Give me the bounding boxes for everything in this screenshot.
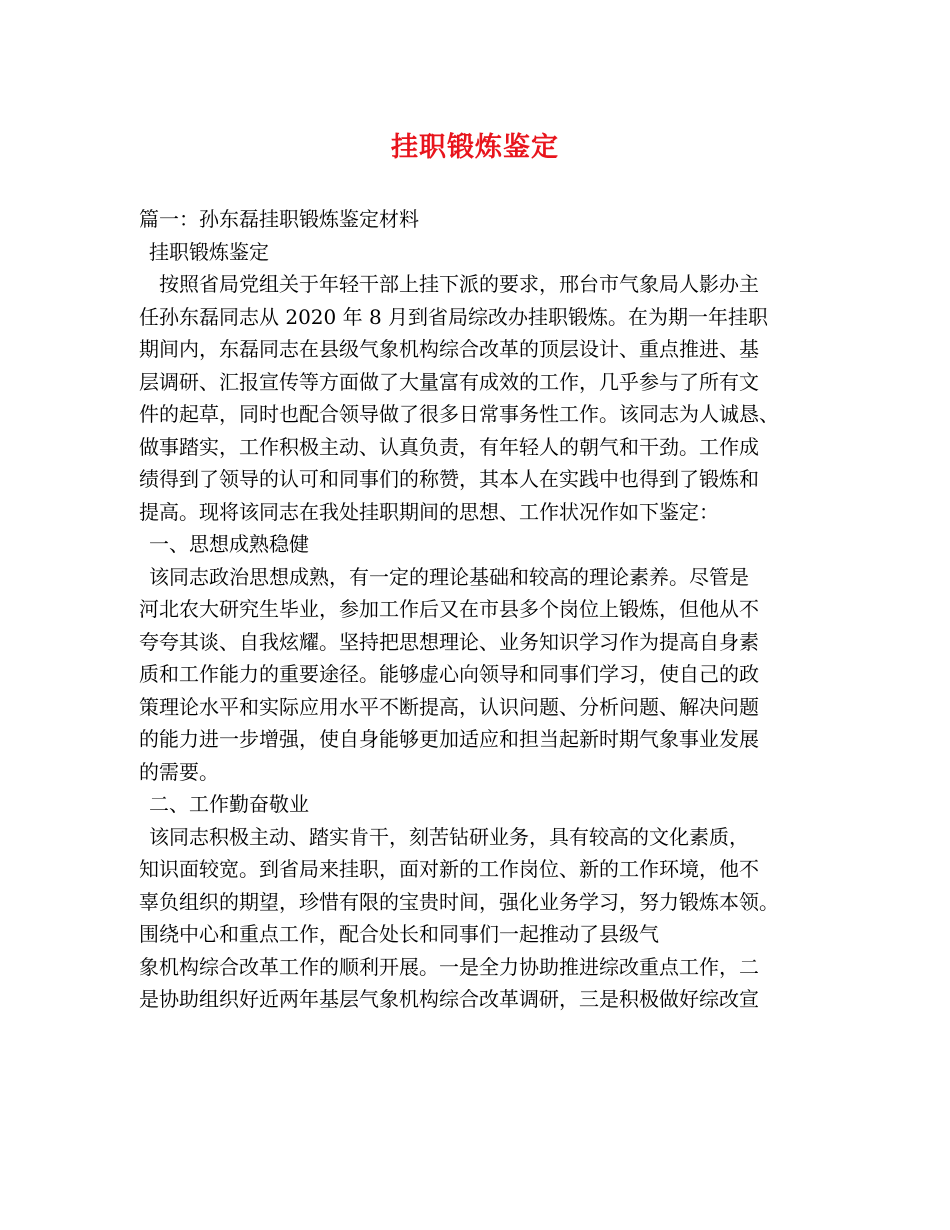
paragraph-line: 层调研、汇报宣传等方面做了大量富有成效的工作，几乎参与了所有文	[139, 369, 759, 394]
paragraph-line: 提高。现将该同志在我处挂职期间的思想、工作状况作如下鉴定：	[139, 499, 719, 524]
paragraph-line: 质和工作能力的重要途径。能够虚心向领导和同事们学习，使自己的政	[139, 662, 759, 686]
paragraph-line: 是协助组织好近两年基层气象机构综合改革调研，三是积极做好综改宣	[139, 987, 759, 1011]
paragraph-line: 按照省局党组关于年轻干部上挂下派的要求，邢台市气象局人影办主	[159, 272, 759, 296]
paragraph-line: 象机构综合改革工作的顺利开展。一是全力协助推进综改重点工作，二	[139, 954, 759, 979]
paragraph-line: 任孙东磊同志从 2020 年 8 月到省局综改办挂职锻炼。在为期一年挂职	[139, 304, 769, 329]
paragraph-line: 策理论水平和实际应用水平不断提高，认识问题、分析问题、解决问题	[139, 694, 759, 719]
paragraph-line: 夸夸其谈、自我炫耀。坚持把思想理论、业务知识学习作为提高自身素	[139, 629, 759, 654]
paragraph-line: 件的起草，同时也配合领导做了很多日常事务性工作。该同志为人诚恳、	[139, 402, 779, 426]
paragraph-line: 知识面较宽。到省局来挂职，面对新的工作岗位、新的工作环境，他不	[139, 857, 759, 881]
paragraph-line: 绩得到了领导的认可和同事们的称赞，其本人在实践中也得到了锻炼和	[139, 467, 759, 491]
sub-heading: 挂职锻炼鉴定	[149, 239, 269, 264]
paragraph-line: 围绕中心和重点工作，配合处长和同事们一起推动了县级气	[139, 922, 659, 946]
paragraph-line: 的需要。	[139, 759, 219, 784]
paragraph-line: 河北农大研究生毕业，参加工作后又在市县多个岗位上锻炼，但他从不	[139, 597, 759, 621]
paragraph-line: 该同志积极主动、踏实肯干，刻苦钻研业务，具有较高的文化素质，	[149, 824, 749, 849]
section-heading: 篇一：孙东磊挂职锻炼鉴定材料	[139, 207, 419, 231]
document-title: 挂职锻炼鉴定	[391, 132, 559, 163]
paragraph-line: 该同志政治思想成熟，有一定的理论基础和较高的理论素养。尽管是	[149, 564, 749, 589]
paragraph-line: 辜负组织的期望，珍惜有限的宝贵时间，强化业务学习，努力锻炼本领。	[139, 889, 779, 914]
paragraph-line: 的能力进一步增强，使自身能够更加适应和担当起新时期气象事业发展	[139, 727, 759, 751]
document-body	[139, 203, 829, 1016]
paragraph-line: 做事踏实，工作积极主动、认真负责，有年轻人的朝气和干劲。工作成	[139, 434, 759, 459]
section-heading: 一、思想成熟稳健	[149, 532, 309, 556]
section-heading: 二、工作勤奋敬业	[149, 792, 309, 816]
paragraph-line: 期间内，东磊同志在县级气象机构综合改革的顶层设计、重点推进、基	[139, 337, 759, 361]
